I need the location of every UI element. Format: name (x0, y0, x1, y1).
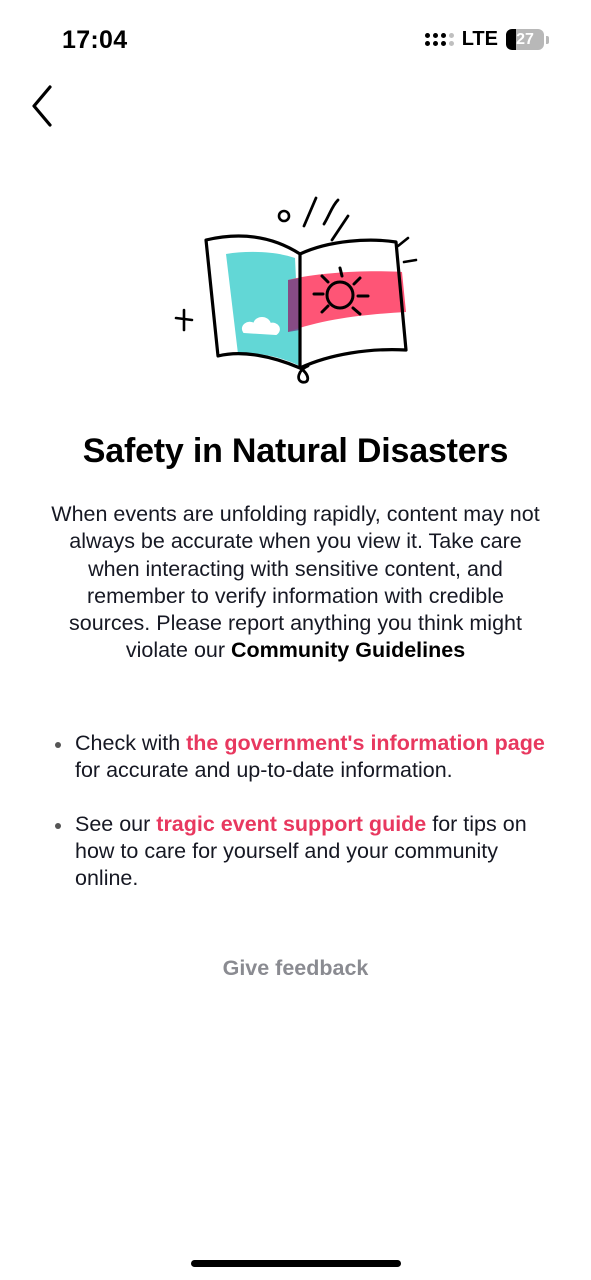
support-guide-link[interactable]: tragic event support guide (156, 811, 427, 836)
description (50, 501, 541, 665)
book-illustration (160, 180, 430, 390)
battery-icon (506, 29, 544, 50)
cellular-signal-icon (425, 33, 454, 46)
network-type: LTE (461, 28, 498, 50)
battery-level: 27 (516, 30, 534, 48)
description-text: When events are unfolding rapidly, content may not always be accurate when you view it. Take care when interacting with sensitive content, and remember to verify information with credible sources. Please report anything you think might violate our (51, 502, 540, 663)
community-guidelines-link[interactable]: Community Guidelines (231, 638, 466, 663)
page-title: Safety in Natural Disasters (82, 432, 509, 470)
list-item: See our tragic event support guide for tips on how to care for yourself and your community online. (52, 811, 552, 893)
give-feedback-button[interactable]: Give feedback (222, 956, 369, 980)
home-indicator[interactable] (191, 1260, 401, 1267)
battery-cap (546, 36, 549, 44)
list-item: Check with the government's information page for accurate and up-to-date information. (52, 730, 552, 785)
status-time: 17:04 (62, 26, 128, 54)
back-button[interactable] (18, 80, 66, 132)
government-info-link[interactable]: the government's information page (186, 731, 545, 755)
chevron-left-icon (31, 85, 53, 127)
tips-list (52, 730, 552, 918)
status-bar (0, 0, 591, 80)
status-indicators (425, 28, 549, 51)
